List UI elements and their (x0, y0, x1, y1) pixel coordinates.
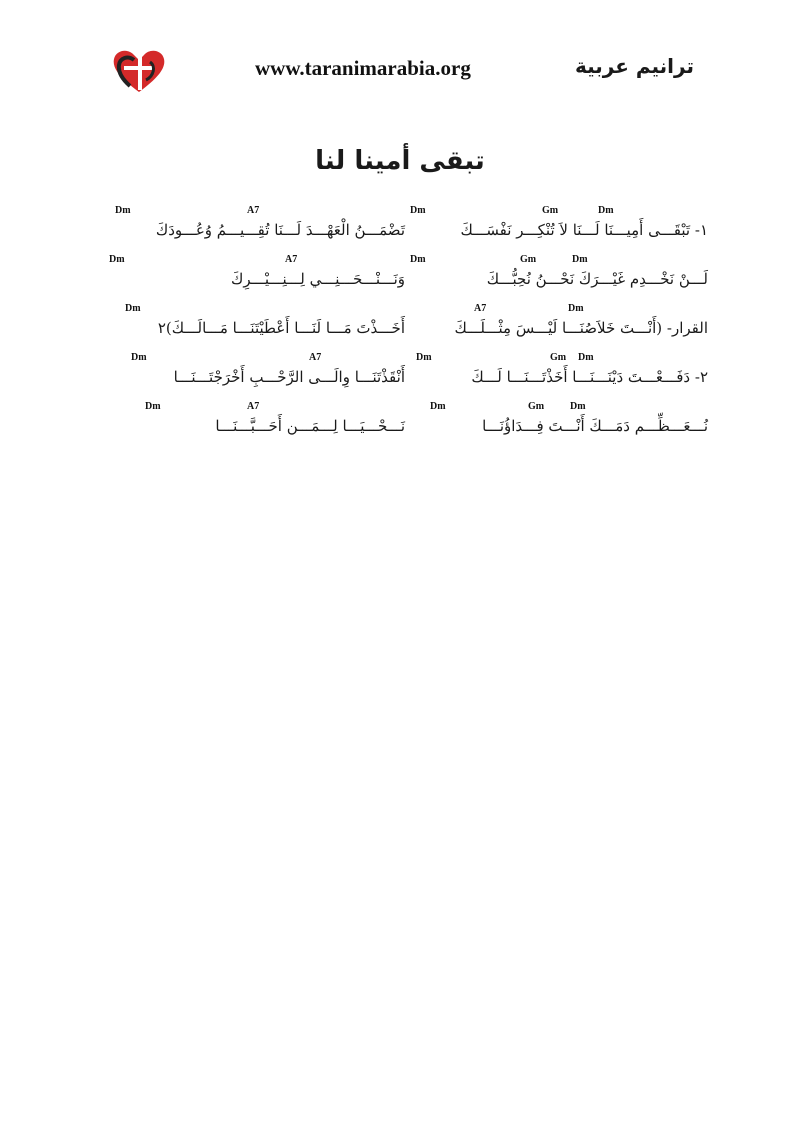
chord-label: Dm (410, 254, 426, 265)
stanza-line (408, 254, 708, 303)
stanza-line (105, 254, 405, 303)
stanza-line (105, 352, 405, 401)
lyric-line: وَنَـــنْـــحَـــنِـــي لِـــنِـــيْـــرِكَ (231, 270, 405, 288)
chord-row (105, 303, 405, 317)
chord-label: Dm (578, 352, 594, 363)
chord-label: Dm (410, 205, 426, 216)
lyric-line: القرار- (أَنْـــتَ خَلاَصُنَـــا لَيْـــسَ مِثْـــلَـــكَ (454, 319, 708, 337)
chord-row (408, 205, 708, 219)
stanza-line (105, 303, 405, 352)
chord-label: Gm (550, 352, 567, 363)
chord-row (408, 303, 708, 317)
chord-label: A7 (474, 303, 487, 314)
left-column (105, 205, 405, 450)
lyric-line: أَنْقَذْتَنَـــا وِالَـــى الرَّحْـــبِ أَخْرَجْتَـــنَـــا (173, 368, 405, 386)
site-url[interactable]: www.taranimarabia.org (255, 56, 471, 80)
chord-label: Dm (430, 401, 446, 412)
chord-row (105, 205, 405, 219)
chord-label: A7 (285, 254, 298, 265)
heart-logo (110, 46, 168, 96)
lyric-line: ١- تَبْقَـــى أَمِيـــنَا لَـــنَا لاَ تُنْكِـــر نَفْسَـــكَ (460, 221, 708, 239)
chord-label: Dm (145, 401, 161, 412)
lyric-line: نُـــعَـــظِّـــم دَمَـــكَ أَنْـــتَ فِـــدَاؤُنَـــا (482, 417, 708, 435)
taranim-arabia-heart-logo-icon (110, 46, 168, 96)
stanza-line (408, 401, 708, 450)
chord-label: A7 (247, 401, 260, 412)
chord-label: Dm (125, 303, 141, 314)
lyric-line: لَـــنْ نَخْـــدِم غَيْـــرَكَ نَحْـــنُ نُحِبُّـــكَ (486, 270, 708, 288)
stanza-line (105, 401, 405, 450)
chord-label: Dm (131, 352, 147, 363)
chord-label: Dm (115, 205, 131, 216)
chord-label: Dm (570, 401, 586, 412)
chord-label: Dm (598, 205, 614, 216)
lyric-line: أَخَـــذْتَ مَـــا لَنَـــا أَعْطَيْتَنَـــا مَـــالَـــكَ)٢ (157, 319, 405, 337)
chord-label: A7 (309, 352, 322, 363)
lyric-line: تَضْمَـــنُ الْعَهْـــدَ لَـــنَا تُقِـــيـــمُ وُعُـــودَكَ (155, 221, 405, 239)
stanza-line (105, 205, 405, 254)
stanza-line (408, 352, 708, 401)
stanza-line (408, 303, 708, 352)
chord-row (408, 401, 708, 415)
chord-label: Dm (109, 254, 125, 265)
chord-label: Dm (572, 254, 588, 265)
chord-row (408, 352, 708, 366)
chord-row (105, 254, 405, 268)
chord-label: A7 (247, 205, 260, 216)
lyric-line: نَـــحْـــيَـــا لِـــمَـــن أَحَـــبَّـــنَـــا (215, 417, 405, 435)
song-title: تبقى أمينا لنا (315, 146, 485, 176)
site-name: ترانيم عربية (574, 54, 694, 78)
lyric-line: ٢- دَفَـــعْـــتَ دَيْنَـــنَـــا أَخَذْتَـــنَـــا لَـــكَ (471, 368, 708, 386)
right-column (408, 205, 708, 450)
chord-row (105, 352, 405, 366)
chord-label: Dm (416, 352, 432, 363)
chord-label: Gm (542, 205, 559, 216)
chord-row (408, 254, 708, 268)
chord-label: Gm (520, 254, 537, 265)
chord-row (105, 401, 405, 415)
chord-label: Gm (528, 401, 545, 412)
stanza-line (408, 205, 708, 254)
chord-label: Dm (568, 303, 584, 314)
